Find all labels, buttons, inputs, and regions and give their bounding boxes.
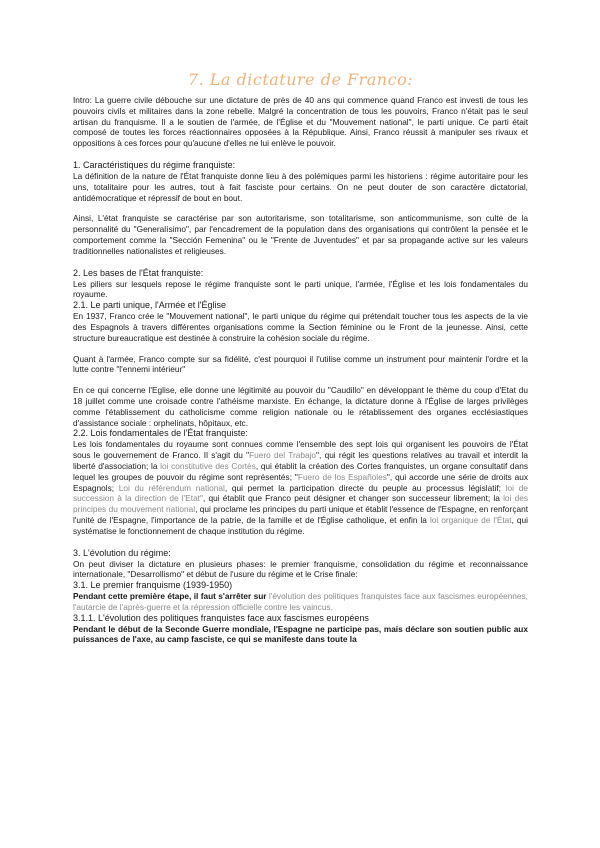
- section-1-heading: 1. Caractéristiques du régime franquiste:: [73, 159, 236, 170]
- section-1-paragraph-1: La définition de la nature de l'État franquiste donne lieu à des polémiques parmi les historiens : régime autoritaire pour les uns, totalitaire pour les autres, tout à fait fasciste pour certains. On ne peut douter de son caractère dictatorial, antidémocratique et répressif de bout en bout.: [73, 170, 528, 203]
- p2-highlight: l'évolution des politiques franquistes face aux fascismes européennes, l'autarcie de l'après-guerre et la répression officielle contre les vaincus.: [73, 591, 528, 612]
- section-3-paragraph-3: Pendant le début de la Seconde Guerre mondiale, l'Espagne ne participe pas, mais déclare son soutien public aux puissances de l'axe, au camp fasciste, ce qui se manifeste dans toute la: [73, 623, 528, 645]
- section-2-paragraph-3: Quant à l'armée, Franco compte sur sa fidélité, c'est pourquoi il l'utilise comme un instrument pour maintenir l'ordre et la lutte contre "l'ennemi intérieur": [73, 353, 528, 375]
- section-2-paragraph-4: En ce qui concerne l'Eglise, elle donne une légitimité au pouvoir du "Caudillo" en développant le thème du coup d'Etat du 18 juillet comme une croisade contre l'athéisme marxiste. En échange, la dictature donne à l'Église de larges privilèges comme l'établissement du catholicisme comme religion nationale ou le rétablissement des organes ecclésiastiques d'assistance sociale : orphelinats, hôpitaux, etc.: [73, 385, 528, 428]
- law-organic-state: loi organique de l'État: [429, 514, 512, 525]
- laws-text: ", qui régit les questions relatives au travail et interdit la liberté d'association; la: [73, 450, 528, 471]
- section-2-paragraph-1: Les piliers sur lesquels repose le régime franquiste sont le parti unique, l'armée, l'Église et les lois fondamentales du royaume.: [73, 278, 528, 300]
- section-3-heading: 3. L'évolution du régime:: [73, 547, 171, 558]
- subsection-2-2-heading: 2.2. Lois fondamentales de l'État franquiste:: [73, 428, 248, 439]
- law-constitutive-cortes: loi constitutive des Cortès: [160, 460, 256, 471]
- law-fuero-espanoles: Fuero de los Españoles: [297, 471, 387, 482]
- subsection-2-1-heading: 2.1. Le parti unique, l'Armée et l'Église: [73, 300, 227, 311]
- page-title: 7. La dictature de Franco:: [187, 70, 414, 89]
- laws-text: , qui établit que Franco peut désigner et changer son successeur librement; la: [202, 493, 504, 504]
- law-referendum: Loi du référendum national: [118, 482, 225, 493]
- law-fuero-trabajo: Fuero del Trabajo: [249, 450, 317, 461]
- subsection-3-1-heading: 3.1. Le premier franquisme (1939-1950): [73, 580, 233, 591]
- laws-text: , qui systématise le fonctionnement de chaque institution du régime.: [73, 514, 529, 536]
- document-page: [73, 70, 528, 645]
- laws-text: ", qui accorde une série de droits aux Espagnols;: [73, 471, 528, 493]
- section-2-paragraph-2: En 1937, Franco crée le "Mouvement national", le parti unique du régime qui prétendait toucher tous les aspects de la vie des Espagnols à travers différentes organisations comme la Section féminine ou le Front de la jeunesse. Ainsi, cette structure bureaucratique est destinée à construire la cohésion sociale du régime.: [73, 311, 528, 343]
- subsection-3-1-1-heading: 3.1.1. L'évolution des politiques franquistes face aux fascismes européens: [73, 612, 369, 623]
- law-succession: loi de succession à la direction de l'Etat": [73, 482, 528, 504]
- section-3-paragraph-2: [73, 591, 528, 613]
- laws-text: , qui établit la création des Cortes franquistes, un organe consultatif dans lequel les groupes de pouvoir du régime sont représentés; ": [73, 460, 528, 482]
- laws-text: , qui proclame les principes du parti unique et établit l'essence de l'Espagne, en renforçant l'unité de l'Espagne, l'importance de la patrie, de la famille et de l'Église catholique, et enfin la: [73, 504, 528, 525]
- section-1-paragraph-2: Ainsi, L'état franquiste se caractérise par son autoritarisme, son totalitarisme, son anticommunisme, son culte de la personnalité du "Generalísimo", par l'encadrement de la population dans des organisations qui contrôlent la pensée et le comportement comme la "Sección Femenina" ou le "Frente de Juventudes" et par sa propagande active sur les valeurs traditionnelles nationalistes et religieuses.: [73, 213, 528, 256]
- section-2-heading: 2. Les bases de l'État franquiste:: [73, 267, 204, 278]
- laws-text: , qui permet la participation directe du peuple au processus législatif;: [224, 482, 506, 493]
- law-principles-movement: loi des principes du mouvement national: [73, 493, 528, 515]
- p2-lead: Pendant cette première étape, il faut s'arrêter sur: [73, 591, 269, 602]
- intro-paragraph: Intro: La guerre civile débouche sur une dictature de près de 40 ans qui commence quand Franco est investi de tous les pouvoirs civils et militaires dans la zone rebelle. Malgré la concentration de tous les pouvoirs, Franco n'était pas le seul artisan du franquisme. Il a le soutien de l'armée, de l'Église et du "Mouvement national", le parti unique. Ce parti était composé de toutes les forces réactionnaires opposées à la République. Ainsi, Franco réussit à manipuler ses rivaux et oppositions à ces forces pour qu'aucune d'elles ne lui enlève le pouvoir.: [73, 95, 528, 149]
- section-3-paragraph-1: On peut diviser la dictature en plusieurs phases: le premier franquisme, consolidation du régime et reconnaissance internationale, "Desarrollismo" et début de l'usure du régime et le Crise finale:: [73, 558, 528, 580]
- laws-text: Les lois fondamentales du royaume sont connues comme l'ensemble des sept lois qui organisent les pouvoirs de l'État sous le gouvernement de Franco. Il s'agit du ": [73, 439, 528, 461]
- section-2-laws-paragraph: [73, 439, 528, 536]
